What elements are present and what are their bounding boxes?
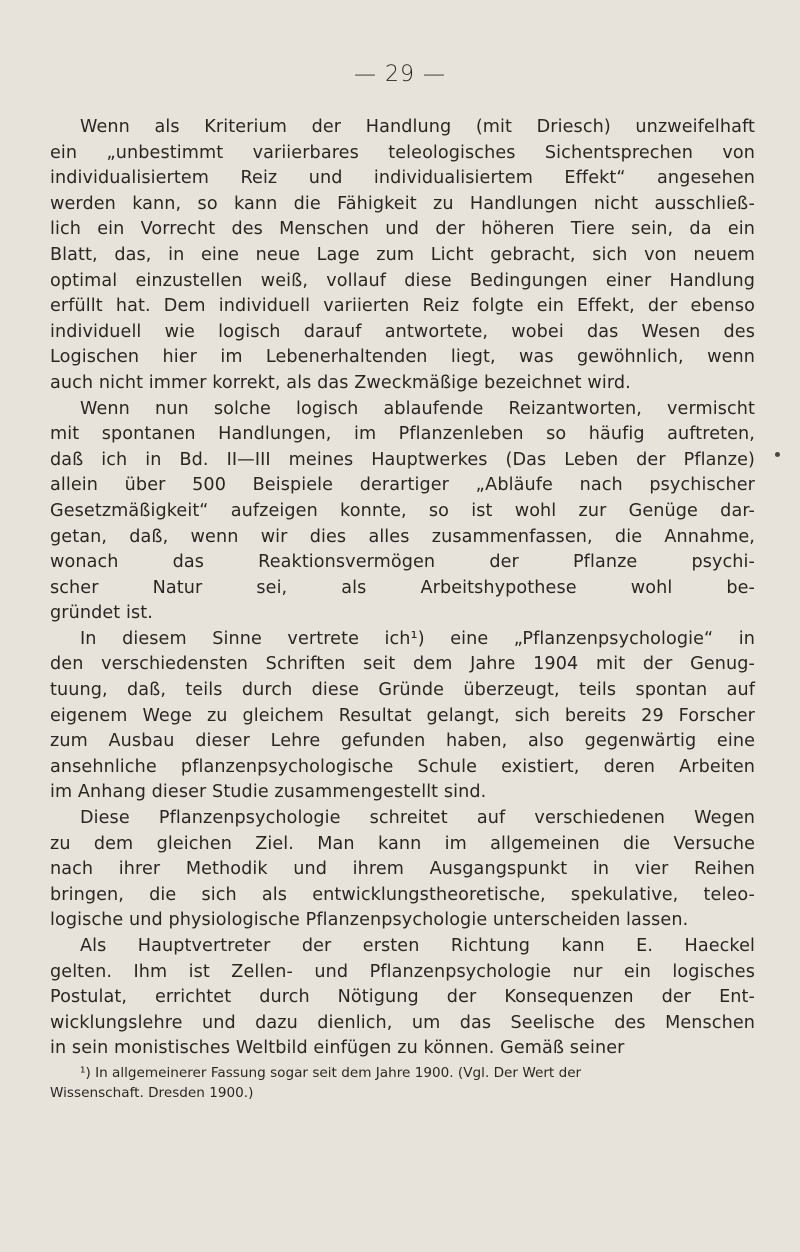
text-line: auch nicht immer korrekt, als das Zweckmäßige bezeichnet wird. bbox=[50, 372, 631, 393]
text-line: getan, daß, wenn wir dies alles zusammenfassen, die Annahme, bbox=[50, 526, 755, 547]
text-line: ein „unbestimmt variierbares teleologisches Sichentsprechen von bbox=[50, 142, 755, 163]
text-line: optimal einzustellen weiß, vollauf diese Bedingungen einer Handlung bbox=[50, 270, 755, 291]
footnotes bbox=[50, 1063, 755, 1103]
text-line: scher Natur sei, als Arbeitshypothese wohl be- bbox=[50, 577, 755, 598]
text-line: erfüllt hat. Dem individuell variierten Reiz folgte ein Effekt, der ebenso bbox=[50, 296, 755, 317]
text-line: wonach das Reaktionsvermögen der Pflanze psychi- bbox=[50, 552, 755, 573]
text-line: Wenn nun solche logisch ablaufende Reizantworten, vermischt bbox=[80, 398, 755, 419]
text-line: zu dem gleichen Ziel. Man kann im allgemeinen die Versuche bbox=[50, 833, 755, 854]
text-line: Postulat, errichtet durch Nötigung der Konsequenzen der Ent- bbox=[50, 987, 755, 1008]
text-line: zum Ausbau dieser Lehre gefunden haben, also gegenwärtig eine bbox=[50, 731, 755, 752]
text-line: Diese Pflanzenpsychologie schreitet auf verschiedenen Wegen bbox=[80, 808, 755, 829]
text-line: tuung, daß, teils durch diese Gründe überzeugt, teils spontan auf bbox=[50, 680, 755, 701]
text-line: bringen, die sich als entwicklungstheoretische, spekulative, teleo- bbox=[50, 884, 755, 905]
text-line: Gesetzmäßigkeit“ aufzeigen konnte, so ist wohl zur Genüge dar- bbox=[50, 500, 755, 521]
text-line: daß ich in Bd. II—III meines Hauptwerkes (Das Leben der Pflanze) bbox=[50, 449, 755, 470]
text-line: individuell wie logisch darauf antwortete, wobei das Wesen des bbox=[50, 321, 755, 342]
text-line: Logischen hier im Lebenerhaltenden liegt, was gewöhnlich, wenn bbox=[50, 347, 755, 368]
text-line: Als Hauptvertreter der ersten Richtung kann E. Haeckel bbox=[80, 936, 755, 956]
text-line: gründet ist. bbox=[50, 603, 153, 624]
text-line: lich ein Vorrecht des Menschen und der höheren Tiere sein, da ein bbox=[50, 219, 755, 240]
text-line: logische und physiologische Pflanzenpsychologie unterscheiden lassen. bbox=[50, 910, 689, 931]
text-line: individualisiertem Reiz und individualisiertem Effekt“ angesehen bbox=[50, 168, 755, 189]
footnote-line: Wissenschaft. Dresden 1900.) bbox=[50, 1085, 254, 1101]
footnote-line: ¹) In allgemeinerer Fassung sogar seit dem Jahre 1900. (Vgl. Der Wert der bbox=[80, 1065, 582, 1081]
body-text bbox=[50, 115, 755, 1062]
marginal-mark bbox=[775, 452, 780, 457]
text-line: allein über 500 Beispiele derartiger „Abläufe nach psychischer bbox=[50, 475, 755, 496]
text-line: nach ihrer Methodik und ihrem Ausgangspunkt in vier Reihen bbox=[50, 859, 755, 880]
text-line: gelten. Ihm ist Zellen- und Pflanzenpsychologie nur ein logisches bbox=[50, 961, 755, 982]
text-line: mit spontanen Handlungen, im Pflanzenleben so häufig auftreten, bbox=[50, 424, 755, 445]
text-line: wicklungslehre und dazu dienlich, um das Seelische des Menschen bbox=[50, 1012, 755, 1033]
text-line: ansehnliche pflanzenpsychologische Schule existiert, deren Arbeiten bbox=[50, 756, 755, 777]
text-line: den verschiedensten Schriften seit dem Jahre 1904 mit der Genug- bbox=[50, 654, 755, 675]
text-line: im Anhang dieser Studie zusammengestellt sind. bbox=[50, 782, 487, 803]
text-line: Blatt, das, in eine neue Lage zum Licht gebracht, sich von neuem bbox=[50, 244, 755, 265]
text-line: Wenn als Kriterium der Handlung (mit Driesch) unzweifelhaft bbox=[80, 117, 755, 137]
text-line: eigenem Wege zu gleichem Resultat gelangt, sich bereits 29 Forscher bbox=[50, 705, 755, 726]
text-line: in sein monistisches Weltbild einfügen zu können. Gemäß seiner bbox=[50, 1038, 625, 1059]
page-number: — 29 — bbox=[354, 62, 446, 87]
text-line: werden kann, so kann die Fähigkeit zu Handlungen nicht ausschließ- bbox=[50, 193, 755, 214]
text-line: In diesem Sinne vertrete ich¹) eine „Pflanzenpsychologie“ in bbox=[80, 628, 755, 649]
